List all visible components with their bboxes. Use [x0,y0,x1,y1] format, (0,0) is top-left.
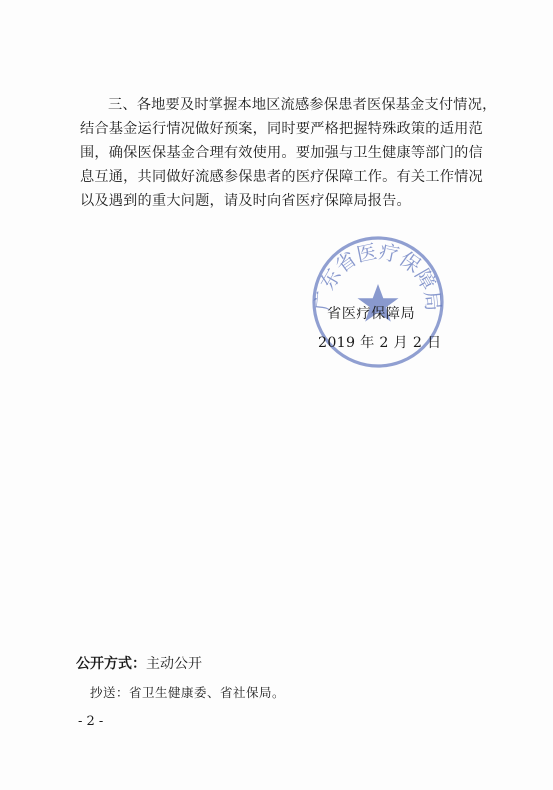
issuing-organization: 省医疗保障局 [327,306,416,322]
body-paragraph [80,93,497,213]
seal-text: 广东省医疗保障局 [310,239,446,313]
body-line: 以及遇到的重大问题，请及时向省医疗保障局报告。 [80,193,411,209]
body-line: 结合基金运行情况做好预案，同时要严格把握特殊政策的适用范 [80,121,483,137]
disclosure-method [76,653,202,673]
body-line: 三、各地要及时掌握本地区流感参保患者医保基金支付情况， [108,97,497,113]
disclosure-label: 公开方式： [76,656,146,672]
issue-date: 2019 年 2 月 2 日 [318,335,442,351]
body-line: 息互通，共同做好流感参保患者的医疗保障工作。有关工作情况 [80,169,483,185]
page-number: - 2 - [78,714,104,729]
copy-to-line: 抄送：省卫生健康委、省社保局。 [90,685,286,700]
disclosure-value: 主动公开 [146,656,202,672]
body-line: 围，确保医保基金合理有效使用。要加强与卫生健康等部门的信 [80,145,483,161]
